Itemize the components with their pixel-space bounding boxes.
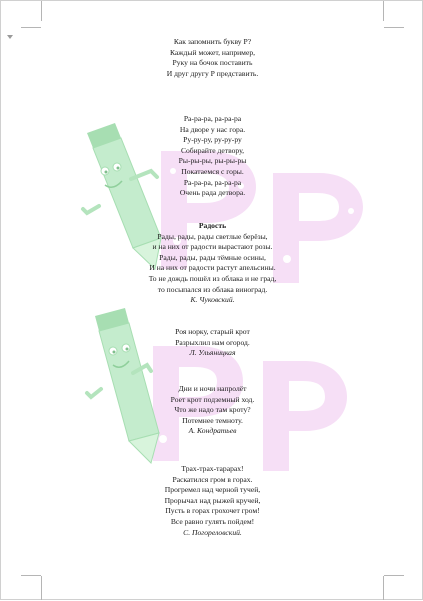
stanza-line: Покатаемся с горы. — [181, 166, 244, 176]
stanza-line: Роя норку, старый крот — [175, 327, 250, 336]
stanza-line: и на них от радости вырастают розы. — [152, 242, 273, 252]
poem-author: К. Чуковский. — [190, 295, 235, 305]
stanza-line: то посыпался из облака виноград. — [157, 284, 268, 294]
stanza-ra-ra-ra — [1, 114, 423, 199]
stanza-line: Все равно гулять пойдем! — [170, 516, 255, 526]
stanza-line: Роет крот подземный ход. — [170, 394, 255, 404]
stanza-krot-norka — [1, 327, 423, 359]
stanza-line: Пусть в горах грохочет гром! — [165, 506, 260, 516]
stanza-line: Ру-ру-ру, ру-ру-ру — [183, 135, 242, 145]
stanza-line: На дворе у нас гора. — [179, 124, 246, 134]
stanza-line: Потемнее темноту. — [182, 415, 243, 425]
stanza-line: Разрыхлил нам огород. — [175, 337, 250, 347]
poem-author: С. Погореловский. — [183, 527, 242, 537]
stanza-line: Очень рада детвора. — [179, 188, 246, 198]
stanza-line: Ра-ра-ра, ра-ра-ра — [183, 114, 242, 123]
poem-title: Радость — [198, 221, 227, 230]
stanza-line: И друг другу Р представить. — [166, 68, 259, 78]
stanza-line: То не дождь пошёл из облака и не град, — [148, 273, 277, 283]
stanza-line: Раскатился гром в горах. — [172, 474, 253, 484]
stanza-line: Ры-ры-ры, ры-ры-ры — [178, 156, 247, 166]
poem-radost — [1, 221, 423, 306]
stanza-letter-r-intro — [1, 37, 423, 79]
stanza-line: Ра-ра-ра, ра-ра-ра — [183, 177, 242, 187]
stanza-line: Как запомнить букву Р? — [173, 37, 252, 46]
poem-author: Л. Ульяницкая — [189, 348, 236, 358]
poem-author: А. Кондратьев — [188, 426, 237, 436]
stanza-grom — [1, 464, 423, 538]
stanza-line: Рады, рады, рады тёмные осины, — [159, 252, 266, 262]
stanza-line: Каждый может, например, — [169, 47, 256, 57]
stanza-line: Трах-трах-тарарах! — [181, 464, 244, 473]
stanza-line: Собирайте детвору, — [180, 145, 245, 155]
stanza-line: И на них от радости растут апельсины. — [149, 263, 276, 273]
stanza-line: Что же надо там кроту? — [174, 405, 251, 415]
stanza-line: Прорычал над рыжей кручей, — [164, 495, 261, 505]
stanza-krot-khod — [1, 384, 423, 437]
stanza-line: Прогремел над черной тучей, — [164, 485, 261, 495]
stanza-line: Рады, рады, рады светлые берёзы, — [157, 231, 268, 241]
stanza-line: Дни и ночи напролёт — [178, 384, 247, 393]
stanza-line: Руку на бочок поставить — [172, 58, 253, 68]
